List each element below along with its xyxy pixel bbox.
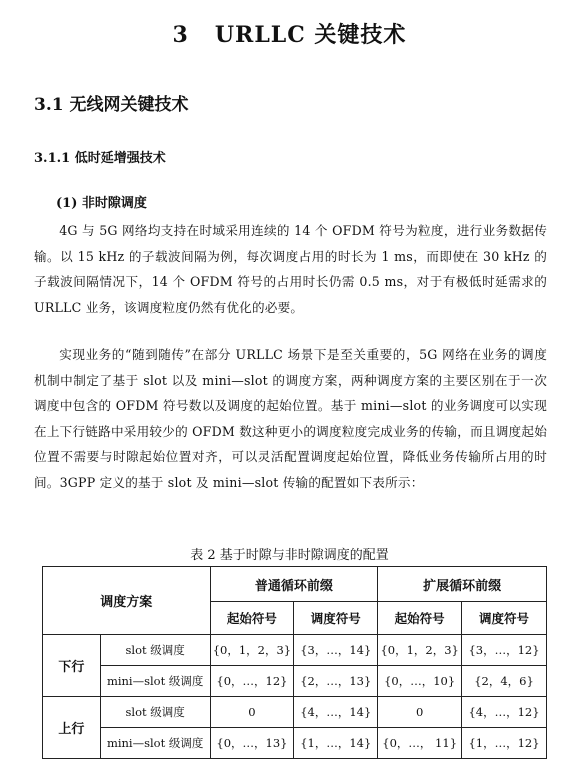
group-uplink: 上行 <box>43 697 101 759</box>
table-row <box>43 635 547 666</box>
table-cell: {2，…，13} <box>294 666 378 697</box>
chapter-number: 3 <box>172 22 189 48</box>
header-scheme: 调度方案 <box>43 567 211 635</box>
table-header-row <box>43 567 547 602</box>
subsection-title: 3.1.1 低时延增强技术 <box>34 151 166 166</box>
table-cell: {4，…，14} <box>294 697 378 728</box>
header-extended-cp: 扩展循环前缀 <box>378 567 547 602</box>
table-cell: 0 <box>378 697 462 728</box>
group-downlink: 下行 <box>43 635 101 697</box>
section-title: 3.1 无线网关键技术 <box>34 95 189 115</box>
body-paragraph-2: 实现业务的“随到随传”在部分 URLLC 场景下是至关重要的，5G 网络在业务的调度机制中制定了基于 slot 以及 mini—slot 的调度方案，两种调度方案的主要区别在于一次调度中包含的 OFDM 符号数以及调度的起始位置。基于 mini—slot 的业务调度可以实现在上下行链路中采用较少的 OFDM 数这种更小的调度粒度完成业务的传输，而且调度起始位置不需要与时隙起始位置对齐，可以灵活配置调度起始位置，降低业务传输所占用的时间。3GPP 定义的基于 slot 及 mini—slot 传输的配置如下表所示： <box>34 347 547 490</box>
table-caption: 表 2 基于时隙与非时隙调度的配置 <box>190 548 389 563</box>
table-row <box>43 697 547 728</box>
scheduling-config-table <box>42 566 547 759</box>
header-extended-start-symbol: 起始符号 <box>378 602 462 635</box>
table-cell: {0，…， 11} <box>378 728 462 759</box>
table-cell: {1，…，14} <box>294 728 378 759</box>
table-cell: {3，…，14} <box>294 635 378 666</box>
table-cell: 0 <box>210 697 294 728</box>
table-row <box>43 728 547 759</box>
table-cell: {0，1，2，3} <box>378 635 462 666</box>
table-cell-type: mini—slot 级调度 <box>100 728 210 759</box>
table-cell-type: mini—slot 级调度 <box>100 666 210 697</box>
header-normal-cp: 普通循环前缀 <box>210 567 378 602</box>
chapter-title <box>0 18 579 49</box>
table-cell: {2，4，6} <box>462 666 547 697</box>
header-normal-start-symbol: 起始符号 <box>210 602 294 635</box>
table-cell: {0，…，12} <box>210 666 294 697</box>
table-cell: {1，…，12} <box>462 728 547 759</box>
body-paragraph-1: 4G 与 5G 网络均支持在时域采用连续的 14 个 OFDM 符号为粒度，进行业务数据传输。以 15 kHz 的子载波间隔为例，每次调度占用的时长为 1 ms，而即使在 30 kHz 的子载波间隔情况下，14 个 OFDM 符号的占用时长仍需 0.5 ms，对于有极低时延需求的 URLLC 业务，该调度粒度仍然有优化的必要。 <box>34 223 547 315</box>
table-row <box>43 666 547 697</box>
header-extended-symbols: 调度符号 <box>462 602 547 635</box>
header-normal-symbols: 调度符号 <box>294 602 378 635</box>
item-title: (1) 非时隙调度 <box>56 196 147 211</box>
table-cell: {0，1，2，3} <box>210 635 294 666</box>
table-cell: {4，…，12} <box>462 697 547 728</box>
table-cell: {3，…，12} <box>462 635 547 666</box>
table-cell: {0，…，13} <box>210 728 294 759</box>
table-cell-type: slot 级调度 <box>100 697 210 728</box>
chapter-heading-text: URLLC 关键技术 <box>214 22 407 48</box>
table-cell-type: slot 级调度 <box>100 635 210 666</box>
table-cell: {0，…，10} <box>378 666 462 697</box>
